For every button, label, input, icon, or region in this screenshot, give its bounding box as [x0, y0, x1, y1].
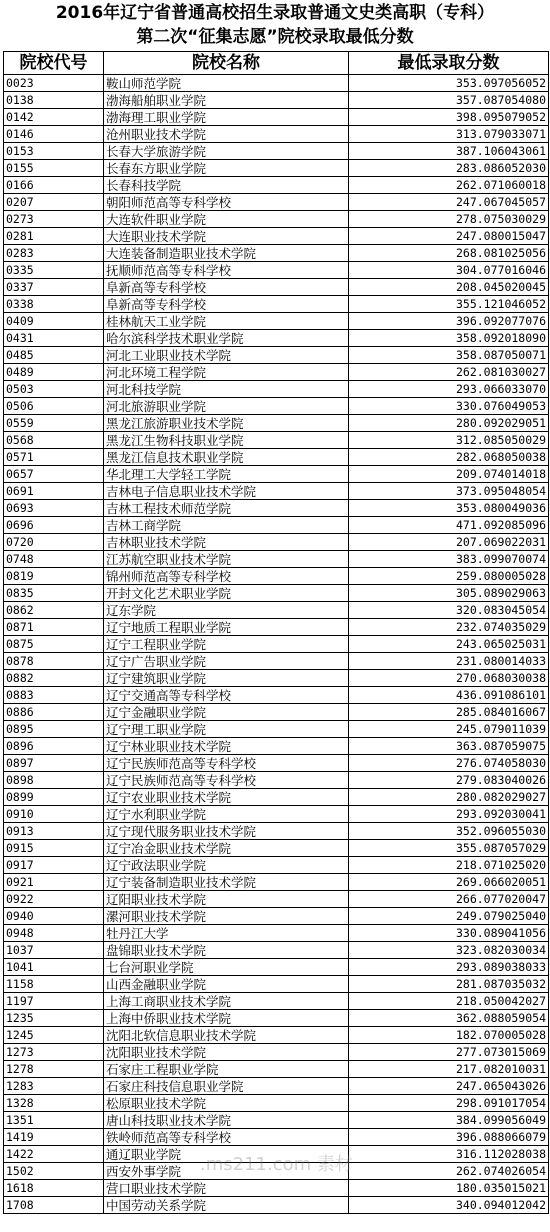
school-code-cell: 1041: [4, 959, 104, 976]
school-name-cell: 河北科技学院: [104, 381, 349, 398]
min-score-cell: 353.080049036: [349, 500, 549, 517]
min-score-cell: 270.068030038: [349, 670, 549, 687]
min-score-cell: 280.092029051: [349, 415, 549, 432]
table-row: [4, 772, 549, 789]
school-code-cell: 0895: [4, 721, 104, 738]
school-name-cell: 七台河职业学院: [104, 959, 349, 976]
table-row: [4, 959, 549, 976]
school-code-cell: 0691: [4, 483, 104, 500]
school-code-cell: 1708: [4, 1197, 104, 1214]
school-code-cell: 0921: [4, 874, 104, 891]
min-score-cell: 293.092030041: [349, 806, 549, 823]
school-code-cell: 1245: [4, 1027, 104, 1044]
min-score-cell: 305.089029063: [349, 585, 549, 602]
min-score-cell: 269.066020051: [349, 874, 549, 891]
table-row: [4, 228, 549, 245]
school-name-cell: 阜新高等专科学校: [104, 279, 349, 296]
table-row: [4, 177, 549, 194]
table-row: [4, 1044, 549, 1061]
table-row: [4, 789, 549, 806]
min-score-cell: 249.079025040: [349, 908, 549, 925]
min-score-cell: 285.084016067: [349, 704, 549, 721]
school-name-cell: 吉林工商学院: [104, 517, 349, 534]
table-row: [4, 1163, 549, 1180]
min-score-cell: 373.095048054: [349, 483, 549, 500]
school-code-cell: 1037: [4, 942, 104, 959]
school-name-cell: 辽宁冶金职业技术学院: [104, 840, 349, 857]
table-row: [4, 551, 549, 568]
table-row: [4, 330, 549, 347]
school-name-cell: 河北工业职业技术学院: [104, 347, 349, 364]
min-score-cell: 316.112028038: [349, 1146, 549, 1163]
school-code-cell: 1351: [4, 1112, 104, 1129]
table-row: [4, 1197, 549, 1214]
min-score-cell: 182.070005028: [349, 1027, 549, 1044]
school-code-cell: 0899: [4, 789, 104, 806]
school-name-cell: 华北理工大学轻工学院: [104, 466, 349, 483]
min-score-cell: 262.071060018: [349, 177, 549, 194]
min-score-cell: 358.087050071: [349, 347, 549, 364]
school-name-cell: 辽宁现代服务职业技术学院: [104, 823, 349, 840]
school-name-cell: 鞍山师范学院: [104, 75, 349, 92]
table-row: [4, 466, 549, 483]
school-name-cell: 辽宁林业职业技术学院: [104, 738, 349, 755]
table-row: [4, 517, 549, 534]
min-score-cell: 207.069022031: [349, 534, 549, 551]
page-title-line2: 第二次“征集志愿”院校录取最低分数: [136, 27, 414, 47]
school-name-cell: 长春东方职业学院: [104, 160, 349, 177]
header-name: 院校名称: [104, 52, 349, 75]
school-code-cell: 0878: [4, 653, 104, 670]
school-code-cell: 0023: [4, 75, 104, 92]
min-score-cell: 304.077016046: [349, 262, 549, 279]
min-score-cell: 218.050042027: [349, 993, 549, 1010]
school-code-cell: 0338: [4, 296, 104, 313]
table-row: [4, 381, 549, 398]
table-row: [4, 296, 549, 313]
min-score-cell: 398.095079052: [349, 109, 549, 126]
table-row: [4, 432, 549, 449]
school-code-cell: 0571: [4, 449, 104, 466]
table-row: [4, 1112, 549, 1129]
school-code-cell: 0335: [4, 262, 104, 279]
min-score-cell: 293.066033070: [349, 381, 549, 398]
header-score: 最低录取分数: [349, 52, 549, 75]
school-name-cell: 中国劳动关系学院: [104, 1197, 349, 1214]
school-code-cell: 0871: [4, 619, 104, 636]
school-code-cell: 0948: [4, 925, 104, 942]
min-score-cell: 384.099056049: [349, 1112, 549, 1129]
school-code-cell: 0748: [4, 551, 104, 568]
school-code-cell: 0862: [4, 602, 104, 619]
min-score-cell: 320.083045054: [349, 602, 549, 619]
table-row: [4, 687, 549, 704]
school-name-cell: 辽东学院: [104, 602, 349, 619]
min-score-cell: 259.080005028: [349, 568, 549, 585]
min-score-cell: 357.087054080: [349, 92, 549, 109]
school-name-cell: 辽宁政法职业学院: [104, 857, 349, 874]
school-name-cell: 辽宁地质工程职业学院: [104, 619, 349, 636]
school-name-cell: 辽宁工程职业学院: [104, 636, 349, 653]
table-row: [4, 245, 549, 262]
min-score-cell: 247.080015047: [349, 228, 549, 245]
min-score-cell: 276.074058030: [349, 755, 549, 772]
min-score-cell: 268.081025056: [349, 245, 549, 262]
school-code-cell: 0489: [4, 364, 104, 381]
table-row: [4, 1078, 549, 1095]
min-score-cell: 396.088066079: [349, 1129, 549, 1146]
table-row: [4, 857, 549, 874]
school-code-cell: 1158: [4, 976, 104, 993]
school-code-cell: 0835: [4, 585, 104, 602]
table-row: [4, 891, 549, 908]
min-score-cell: 313.079033071: [349, 126, 549, 143]
school-code-cell: 0897: [4, 755, 104, 772]
table-row: [4, 262, 549, 279]
school-code-cell: 0503: [4, 381, 104, 398]
table-row: [4, 1129, 549, 1146]
school-name-cell: 辽宁农业职业技术学院: [104, 789, 349, 806]
min-score-cell: 355.087057029: [349, 840, 549, 857]
table-row: [4, 126, 549, 143]
school-name-cell: 辽宁金融职业学院: [104, 704, 349, 721]
score-table: [3, 51, 549, 1214]
table-row: [4, 619, 549, 636]
school-name-cell: 石家庄工程职业学院: [104, 1061, 349, 1078]
school-name-cell: 牡丹江大学: [104, 925, 349, 942]
school-name-cell: 盘锦职业技术学院: [104, 942, 349, 959]
school-name-cell: 唐山科技职业技术学院: [104, 1112, 349, 1129]
header-code: 院校代号: [4, 52, 104, 75]
min-score-cell: 232.074035029: [349, 619, 549, 636]
school-code-cell: 0917: [4, 857, 104, 874]
min-score-cell: 209.074014018: [349, 466, 549, 483]
school-code-cell: 1283: [4, 1078, 104, 1095]
school-code-cell: 1197: [4, 993, 104, 1010]
school-name-cell: 桂林航天工业学院: [104, 313, 349, 330]
table-row: [4, 704, 549, 721]
school-code-cell: 0898: [4, 772, 104, 789]
table-row: [4, 347, 549, 364]
table-row: [4, 534, 549, 551]
school-code-cell: 1328: [4, 1095, 104, 1112]
table-row: [4, 500, 549, 517]
school-name-cell: 沈阳北软信息职业技术学院: [104, 1027, 349, 1044]
min-score-cell: 293.089038033: [349, 959, 549, 976]
school-name-cell: 上海工商职业技术学院: [104, 993, 349, 1010]
school-name-cell: 哈尔滨科学技术职业学院: [104, 330, 349, 347]
min-score-cell: 280.082029027: [349, 789, 549, 806]
school-code-cell: 0940: [4, 908, 104, 925]
school-name-cell: 辽阳职业技术学院: [104, 891, 349, 908]
school-name-cell: 渤海船舶职业学院: [104, 92, 349, 109]
school-code-cell: 1618: [4, 1180, 104, 1197]
min-score-cell: 340.094012042: [349, 1197, 549, 1214]
school-code-cell: 0720: [4, 534, 104, 551]
school-name-cell: 辽宁理工职业学院: [104, 721, 349, 738]
table-row: [4, 585, 549, 602]
school-name-cell: 漯河职业技术学院: [104, 908, 349, 925]
table-row: [4, 670, 549, 687]
table-row: [4, 92, 549, 109]
min-score-cell: 330.076049053: [349, 398, 549, 415]
school-code-cell: 1419: [4, 1129, 104, 1146]
min-score-cell: 278.075030029: [349, 211, 549, 228]
table-row: [4, 874, 549, 891]
min-score-cell: 352.096055030: [349, 823, 549, 840]
school-code-cell: 0273: [4, 211, 104, 228]
table-row: [4, 925, 549, 942]
min-score-cell: 298.091017054: [349, 1095, 549, 1112]
school-name-cell: 吉林工程技术师范学院: [104, 500, 349, 517]
school-code-cell: 0138: [4, 92, 104, 109]
table-row: [4, 1061, 549, 1078]
min-score-cell: 358.092018090: [349, 330, 549, 347]
min-score-cell: 218.071025020: [349, 857, 549, 874]
table-row: [4, 653, 549, 670]
school-name-cell: 黑龙江信息技术职业学院: [104, 449, 349, 466]
school-code-cell: 1502: [4, 1163, 104, 1180]
table-row: [4, 806, 549, 823]
table-row: [4, 942, 549, 959]
school-name-cell: 石家庄科技信息职业学院: [104, 1078, 349, 1095]
table-row: [4, 568, 549, 585]
school-name-cell: 辽宁装备制造职业技术学院: [104, 874, 349, 891]
min-score-cell: 217.082010031: [349, 1061, 549, 1078]
school-name-cell: 大连软件职业学院: [104, 211, 349, 228]
table-row: [4, 109, 549, 126]
min-score-cell: 471.092085096: [349, 517, 549, 534]
school-code-cell: 0166: [4, 177, 104, 194]
min-score-cell: 281.087035032: [349, 976, 549, 993]
min-score-cell: 247.065043026: [349, 1078, 549, 1095]
school-name-cell: 吉林电子信息职业技术学院: [104, 483, 349, 500]
school-code-cell: 0657: [4, 466, 104, 483]
min-score-cell: 282.068050038: [349, 449, 549, 466]
school-name-cell: 大连装备制造职业技术学院: [104, 245, 349, 262]
school-name-cell: 长春大学旅游学院: [104, 143, 349, 160]
school-code-cell: 0922: [4, 891, 104, 908]
table-row: [4, 449, 549, 466]
table-row: [4, 755, 549, 772]
school-name-cell: 辽宁水利职业学院: [104, 806, 349, 823]
min-score-cell: 383.099070074: [349, 551, 549, 568]
school-name-cell: 吉林职业技术学院: [104, 534, 349, 551]
page-title-line1: 2016年辽宁省普通高校招生录取普通文史类高职（专科）: [55, 3, 495, 23]
school-code-cell: 0910: [4, 806, 104, 823]
school-name-cell: 黑龙江生物科技职业学院: [104, 432, 349, 449]
school-code-cell: 0883: [4, 687, 104, 704]
school-code-cell: 0409: [4, 313, 104, 330]
school-code-cell: 0142: [4, 109, 104, 126]
school-code-cell: 0875: [4, 636, 104, 653]
school-name-cell: 山西金融职业学院: [104, 976, 349, 993]
school-name-cell: 渤海理工职业学院: [104, 109, 349, 126]
school-code-cell: 0281: [4, 228, 104, 245]
school-name-cell: 阜新高等专科学校: [104, 296, 349, 313]
table-row: [4, 398, 549, 415]
school-name-cell: 通辽职业学院: [104, 1146, 349, 1163]
min-score-cell: 243.065025031: [349, 636, 549, 653]
table-row: [4, 279, 549, 296]
school-name-cell: 黑龙江旅游职业技术学院: [104, 415, 349, 432]
min-score-cell: 180.035015021: [349, 1180, 549, 1197]
table-row: [4, 313, 549, 330]
table-row: [4, 1095, 549, 1112]
min-score-cell: 277.073015069: [349, 1044, 549, 1061]
school-code-cell: 1273: [4, 1044, 104, 1061]
school-code-cell: 0485: [4, 347, 104, 364]
school-name-cell: 辽宁民族师范高等专科学校: [104, 755, 349, 772]
min-score-cell: 436.091086101: [349, 687, 549, 704]
min-score-cell: 355.121046052: [349, 296, 549, 313]
table-row: [4, 1180, 549, 1197]
school-name-cell: 朝阳师范高等专科学校: [104, 194, 349, 211]
table-row: [4, 840, 549, 857]
min-score-cell: 353.097056052: [349, 75, 549, 92]
table-row: [4, 1027, 549, 1044]
school-name-cell: 抚顺师范高等专科学校: [104, 262, 349, 279]
school-code-cell: 0886: [4, 704, 104, 721]
school-code-cell: 1422: [4, 1146, 104, 1163]
min-score-cell: 330.089041056: [349, 925, 549, 942]
table-row: [4, 636, 549, 653]
school-name-cell: 辽宁民族师范高等专科学校: [104, 772, 349, 789]
school-name-cell: 沈阳职业技术学院: [104, 1044, 349, 1061]
min-score-cell: 363.087059075: [349, 738, 549, 755]
school-name-cell: 开封文化艺术职业学院: [104, 585, 349, 602]
min-score-cell: 396.092077076: [349, 313, 549, 330]
min-score-cell: 283.086052030: [349, 160, 549, 177]
school-name-cell: 河北旅游职业学院: [104, 398, 349, 415]
table-row: [4, 1146, 549, 1163]
school-name-cell: 辽宁广告职业学院: [104, 653, 349, 670]
min-score-cell: 362.088059054: [349, 1010, 549, 1027]
school-code-cell: 0913: [4, 823, 104, 840]
table-header-row: [4, 52, 549, 75]
school-name-cell: 锦州师范高等专科学校: [104, 568, 349, 585]
school-code-cell: 0506: [4, 398, 104, 415]
school-code-cell: 0207: [4, 194, 104, 211]
min-score-cell: 247.067045057: [349, 194, 549, 211]
school-name-cell: 铁岭师范高等专科学校: [104, 1129, 349, 1146]
school-name-cell: 河北环境工程学院: [104, 364, 349, 381]
table-row: [4, 194, 549, 211]
school-code-cell: 0146: [4, 126, 104, 143]
table-body: [4, 75, 549, 1214]
table-row: [4, 976, 549, 993]
table-row: [4, 602, 549, 619]
school-code-cell: 0693: [4, 500, 104, 517]
school-code-cell: 1278: [4, 1061, 104, 1078]
school-code-cell: 0431: [4, 330, 104, 347]
school-code-cell: 0882: [4, 670, 104, 687]
table-row: [4, 415, 549, 432]
school-code-cell: 0896: [4, 738, 104, 755]
min-score-cell: 279.083040026: [349, 772, 549, 789]
table-row: [4, 823, 549, 840]
min-score-cell: 387.106043061: [349, 143, 549, 160]
table-row: [4, 160, 549, 177]
school-name-cell: 长春科技学院: [104, 177, 349, 194]
school-name-cell: 上海中侨职业技术学院: [104, 1010, 349, 1027]
min-score-cell: 262.074026054: [349, 1163, 549, 1180]
school-name-cell: 营口职业技术学院: [104, 1180, 349, 1197]
school-name-cell: 辽宁建筑职业学院: [104, 670, 349, 687]
school-name-cell: 江苏航空职业技术学院: [104, 551, 349, 568]
school-code-cell: 0155: [4, 160, 104, 177]
school-name-cell: 松原职业技术学院: [104, 1095, 349, 1112]
min-score-cell: 208.045020045: [349, 279, 549, 296]
min-score-cell: 231.080014033: [349, 653, 549, 670]
table-row: [4, 75, 549, 92]
min-score-cell: 312.085050029: [349, 432, 549, 449]
school-code-cell: 0153: [4, 143, 104, 160]
table-row: [4, 721, 549, 738]
table-row: [4, 738, 549, 755]
min-score-cell: 262.081030027: [349, 364, 549, 381]
min-score-cell: 245.079011039: [349, 721, 549, 738]
school-code-cell: 0559: [4, 415, 104, 432]
school-code-cell: 1235: [4, 1010, 104, 1027]
school-code-cell: 0915: [4, 840, 104, 857]
watermark: .ms211.com 素材: [200, 1154, 353, 1175]
table-row: [4, 143, 549, 160]
table-row: [4, 993, 549, 1010]
min-score-cell: 266.077020047: [349, 891, 549, 908]
school-code-cell: 0819: [4, 568, 104, 585]
table-row: [4, 483, 549, 500]
school-name-cell: 大连职业技术学院: [104, 228, 349, 245]
table-row: [4, 211, 549, 228]
school-code-cell: 0337: [4, 279, 104, 296]
school-code-cell: 0696: [4, 517, 104, 534]
min-score-cell: 323.082030034: [349, 942, 549, 959]
school-code-cell: 0568: [4, 432, 104, 449]
school-name-cell: 沧州职业技术学院: [104, 126, 349, 143]
table-row: [4, 908, 549, 925]
school-code-cell: 0283: [4, 245, 104, 262]
school-name-cell: 辽宁交通高等专科学校: [104, 687, 349, 704]
table-row: [4, 1010, 549, 1027]
school-name-cell: 西安外事学院: [104, 1163, 349, 1180]
table-row: [4, 364, 549, 381]
